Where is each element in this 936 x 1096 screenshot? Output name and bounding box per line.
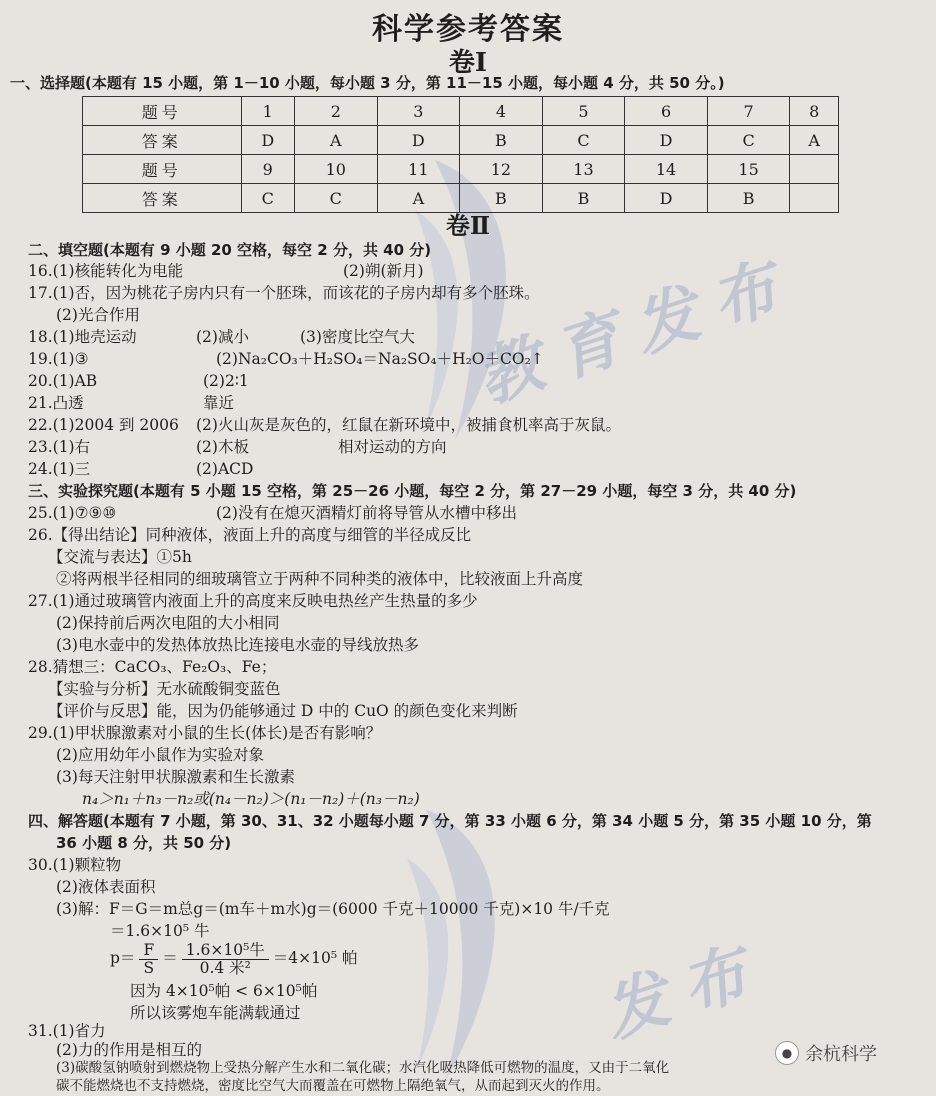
table-cell: 10 xyxy=(295,155,378,184)
table-cell xyxy=(790,155,839,184)
answer-25-1: 25.(1)⑦⑨⑩ xyxy=(28,504,117,522)
table-cell: A xyxy=(790,126,839,155)
pressure-result: ＝4×10⁵ 帕 xyxy=(272,949,358,967)
answer-30-3-compare: 因为 4×10⁵帕 < 6×10⁵帕 xyxy=(130,982,318,1000)
watermark-text-bottom: 发布 xyxy=(594,930,774,1053)
answer-31-2: (2)力的作用是相互的 xyxy=(56,1041,202,1059)
answer-30-3-pressure xyxy=(110,940,358,977)
doc-title: 科学参考答案 xyxy=(372,12,564,47)
answer-23-3: 相对运动的方向 xyxy=(338,438,447,456)
answer-27-2: (2)保持前后两次电阻的大小相同 xyxy=(56,614,280,632)
table-cell: 1 xyxy=(241,97,294,126)
answer-25-2: (2)没有在熄灭酒精灯前将导管从水槽中移出 xyxy=(216,504,517,522)
table-cell: C xyxy=(707,126,790,155)
table-cell: D xyxy=(241,126,294,155)
answer-27-1: 27.(1)通过玻璃管内液面上升的高度来反映电热丝产生热量的多少 xyxy=(28,592,478,610)
fraction-denominator: S xyxy=(143,958,155,977)
source-badge-label: 余杭科学 xyxy=(805,1044,877,1065)
answer-24-2: (2)ACD xyxy=(196,460,254,478)
section-4-heading-line1: 四、解答题(本题有 7 小题，第 30、31、32 小题每小题 7 分，第 33 小题 6 分，第 34 小题 5 分，第 35 小题 10 分，第 xyxy=(28,812,872,830)
answer-23-2: (2)木板 xyxy=(196,438,249,456)
fraction-denominator: 0.4 米² xyxy=(199,958,251,977)
table-cell: B xyxy=(542,184,625,213)
answer-28-analysis: 【实验与分析】无水硫酸铜变蓝色 xyxy=(48,680,281,698)
answer-31-3: (3)碳酸氢钠喷射到燃烧物上受热分解产生水和二氧化碳；水汽化吸热降低可燃物的温度，又由于二氧化 xyxy=(56,1060,670,1076)
table-cell: B xyxy=(707,184,790,213)
answer-21-1: 21.凸透 xyxy=(28,394,84,412)
equals-sign: ＝ xyxy=(162,949,178,967)
section-4-heading-line2: 36 小题 8 分，共 50 分) xyxy=(56,834,232,852)
answer-21-2: 靠近 xyxy=(203,394,235,412)
table-cell: 题号 xyxy=(83,97,242,126)
answer-29-1: 29.(1)甲状腺激素对小鼠的生长(体长)是否有影响？ xyxy=(28,724,382,742)
table-cell: 4 xyxy=(460,97,543,126)
answer-18-2: (2)减小 xyxy=(196,328,249,346)
table-cell: 12 xyxy=(460,155,543,184)
table-cell: 7 xyxy=(707,97,790,126)
table-cell: C xyxy=(295,184,378,213)
answer-24-1: 24.(1)三 xyxy=(28,460,91,478)
answer-18-1: 18.(1)地壳运动 xyxy=(28,328,137,346)
table-cell: A xyxy=(377,184,460,213)
answer-26-discussion: 【交流与表达】①5h xyxy=(48,548,192,566)
choice-answer-table xyxy=(82,96,839,213)
answer-29-2: (2)应用幼年小鼠作为实验对象 xyxy=(56,746,264,764)
answer-27-3: (3)电水壶中的发热体放热比连接电水壶的导线放热多 xyxy=(56,636,419,654)
section-1-heading: 一、选择题(本题有 15 小题，第 1－10 小题，每小题 3 分，第 11－15 小题，每小题 4 分，共 50 分。) xyxy=(10,74,725,92)
answer-30-1: 30.(1)颗粒物 xyxy=(28,856,122,874)
answer-23-1: 23.(1)右 xyxy=(28,438,91,456)
table-row xyxy=(83,126,839,155)
fraction-f-over-s xyxy=(139,942,158,977)
table-cell: 3 xyxy=(377,97,460,126)
table-cell: 答案 xyxy=(83,126,242,155)
table-cell: 15 xyxy=(707,155,790,184)
volume-1-title: 卷Ⅰ xyxy=(448,48,488,78)
table-cell: 8 xyxy=(790,97,839,126)
answer-18-3: (3)密度比空气大 xyxy=(300,328,415,346)
pressure-lhs: p＝ xyxy=(110,949,136,967)
table-cell: 6 xyxy=(625,97,708,126)
table-cell: D xyxy=(625,126,708,155)
table-row xyxy=(83,155,839,184)
answer-19-1: 19.(1)③ xyxy=(28,350,89,368)
table-cell: D xyxy=(377,126,460,155)
section-2-heading: 二、填空题(本题有 9 小题 20 空格，每空 2 分，共 40 分) xyxy=(28,241,432,259)
table-cell: B xyxy=(460,126,543,155)
table-row xyxy=(83,97,839,126)
source-badge xyxy=(775,1040,877,1066)
answer-26-conclusion: 26.【得出结论】同种液体，液面上升的高度与细管的半径成反比 xyxy=(28,526,472,544)
answer-17-2: (2)光合作用 xyxy=(56,306,140,324)
answer-17-1: 17.(1)否，因为桃花子房内只有一个胚珠，而该花的子房内却有多个胚珠。 xyxy=(28,284,540,302)
table-cell: 13 xyxy=(542,155,625,184)
watermark-logo-bottom xyxy=(380,800,540,1090)
table-cell: 14 xyxy=(625,155,708,184)
table-cell: 答案 xyxy=(83,184,242,213)
chat-bubble-icon: ● xyxy=(775,1041,799,1065)
answer-29-formula: n₄＞n₁＋n₃－n₂或(n₄－n₂)＞(n₁－n₂)＋(n₃－n₂) xyxy=(82,790,420,808)
answer-19-2: (2)Na₂CO₃＋H₂SO₄＝Na₂SO₄＋H₂O＋CO₂↑ xyxy=(216,350,544,368)
table-cell: 题号 xyxy=(83,155,242,184)
answer-26-method: ②将两根半径相同的细玻璃管立于两种不同种类的液体中，比较液面上升高度 xyxy=(56,570,584,588)
answer-30-3-conclusion: 所以该雾炮车能满载通过 xyxy=(130,1004,301,1022)
fraction-numerator: F xyxy=(139,942,158,960)
answer-30-3-force-result: ＝1.6×10⁵ 牛 xyxy=(110,922,210,940)
answer-29-3: (3)每天注射甲状腺激素和生长激素 xyxy=(56,768,295,786)
answer-20-2: (2)2∶1 xyxy=(203,372,249,390)
answer-31-1: 31.(1)省力 xyxy=(28,1022,106,1040)
answer-30-3-force: (3)解：F＝G＝m总g＝(m车＋m水)g＝(6000 千克＋10000 千克)×10 牛/千克 xyxy=(56,900,610,918)
fraction-numerator: 1.6×10⁵牛 xyxy=(182,942,269,960)
answer-16-2: (2)朔(新月) xyxy=(343,262,424,280)
answer-30-2: (2)液体表面积 xyxy=(56,878,156,896)
table-cell: 5 xyxy=(542,97,625,126)
volume-2-title: 卷Ⅱ xyxy=(445,211,491,240)
watermark-text-top: 教育发布 xyxy=(468,244,804,418)
answer-28-hypothesis: 28.猜想三：CaCO₃、Fe₂O₃、Fe； xyxy=(28,658,277,676)
section-3-heading: 三、实验探究题(本题有 5 小题 15 空格，第 25－26 小题，每空 2 分，第 27－29 小题，每空 3 分，共 40 分) xyxy=(28,482,797,500)
fraction-values xyxy=(182,942,269,977)
answer-31-3-cont-hidden: 碳不能燃烧也不支持燃烧，密度比空气大而覆盖在可燃物上隔绝氧气，从而起到灭火的作用。 xyxy=(56,1078,610,1094)
table-cell: C xyxy=(241,184,294,213)
answer-16-1: 16.(1)核能转化为电能 xyxy=(28,262,184,280)
answer-28-evaluation: 【评价与反思】能，因为仍能够通过 D 中的 CuO 的颜色变化来判断 xyxy=(48,702,518,720)
answer-20-1: 20.(1)AB xyxy=(28,372,98,390)
answer-22-1: 22.(1)2004 到 2006 xyxy=(28,416,179,434)
answer-22-2: (2)火山灰是灰色的，红鼠在新环境中，被捕食机率高于灰鼠。 xyxy=(196,416,621,434)
table-cell: A xyxy=(295,126,378,155)
table-cell: D xyxy=(625,184,708,213)
table-cell: B xyxy=(460,184,543,213)
table-cell: 9 xyxy=(241,155,294,184)
table-cell: C xyxy=(542,126,625,155)
table-cell: 2 xyxy=(295,97,378,126)
table-cell: 11 xyxy=(377,155,460,184)
